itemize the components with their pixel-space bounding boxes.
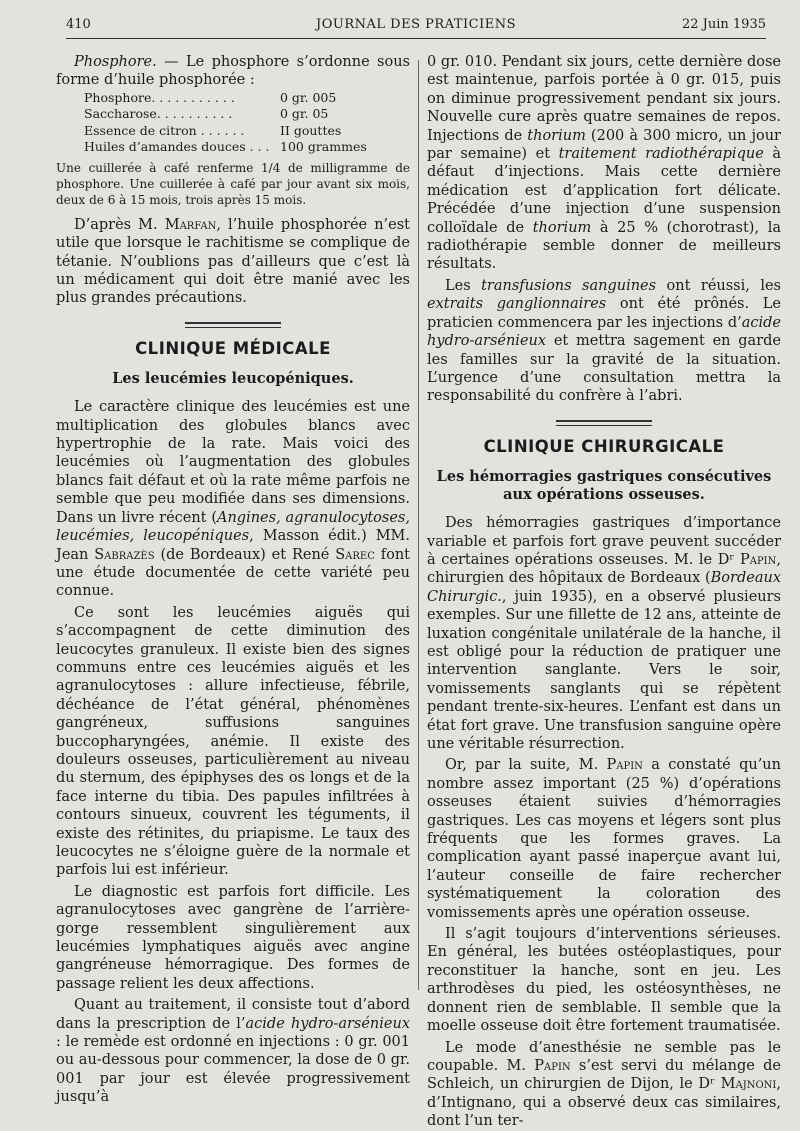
leucemies-paragraph-4: Quant au traitement, il consiste tout d’abord dans la prescription de l’acide hydro-arsénieux : le remède est ordonné en injections : 0 gr. 001 ou au-dessous pour commencer, la dose de 0 gr. 001 par jour est élevée progressivement jusqu’à [56, 997, 410, 1106]
article-title-leucemies: Les leucémies leucopéniques. [112, 370, 354, 388]
recipe-table [56, 90, 410, 156]
journal-title: JOURNAL DES PRATICIENS [316, 17, 516, 32]
leucemies-paragraph-3: Le diagnostic est parfois fort difficile. Les agranulocytoses avec gangrène de l’arrière-gorge ressemblent singulièrement aux leucémies lymphatiques aiguës avec angine gangréneuse hémorragique. Des formes de passage relient les deux affections. [56, 883, 410, 992]
page-header [66, 14, 766, 38]
leucemies-paragraph-2: Ce sont les leucémies aiguës qui s’accompagnent de cette diminution des leucocytes granuleux. Il existe bien des signes communs entre ces leucémies aiguës et les agranulocytoses : allure infectieuse, fébrile, déchéance de l’état général, phénomènes gangréneux, suffusions sanguines buccopharyngées, anémie. Il existe des douleurs osseuses, particulièrement au niveau du sternum, des épiphyses des os longs et de la face interne du tibia. Des papules infiltrées à contours sinueux, couvrent les téguments, il existe des rétinites, du priapisme. Le taux des leucocytes ne s’éloigne guère de la normale et parfois lui est inférieur. [56, 604, 410, 879]
recipe-row: Huiles d’amandes douces . . . 100 grammes [84, 139, 367, 155]
recipe-row: Saccharose. . . . . . . . . . 0 gr. 05 [84, 106, 329, 122]
recipe-row: Phosphore. . . . . . . . . . . 0 gr. 005 [84, 89, 337, 105]
section-rule [185, 322, 281, 328]
phosphore-lead: Phosphore. [74, 54, 157, 70]
transfusions-paragraph: Les transfusions sanguines ont réussi, les extraits ganglionnaires ont été prônés. Le praticien commencera par les injections d’acide hydro-arsénieux et mettra sagement en garde les familles sur la gravité de la situation. L’urgence d’une consultation mettra la responsabilité du confrère à l’abri. [427, 277, 781, 405]
header-rule [66, 38, 766, 39]
page-number: 410 [66, 17, 91, 32]
right-column [427, 53, 781, 1131]
hemorragies-paragraph-3: Il s’agit toujours d’interventions sérieuses. En général, les butées ostéoplastiques, pour reconstituer la hanche, sont en jeu. Les arthrodèses du pied, les ostéosynthèses, ne donnent rien de semblable. Il semble que la moelle osseuse doit être fortement traumatisée. [427, 926, 781, 1035]
article-title-hemorragies: Les hémorragies gastriques consécutives aux opérations osseuses. [436, 468, 772, 504]
issue-date: 22 Juin 1935 [681, 17, 766, 32]
recipe-note: Une cuillerée à café renferme 1/4 de milligramme de phosphore. Une cuillerée à café par jour avant six mois, deux de 6 à 15 mois, trois après 15 mois. [56, 160, 410, 207]
phosphore-intro: Phosphore. — Le phosphore s’ordonne sous forme d’huile phosphorée : [56, 54, 410, 89]
section-rule [556, 420, 652, 426]
treatment-continuation: 0 gr. 010. Pendant six jours, cette dernière dose est maintenue, parfois portée à 0 gr. 015, puis on diminue progressivement pendant six jours. Nouvelle cure après quatre semaines de repos. Injections de thorium (200 à 300 micro, un jour par semaine) et traitement radiothérapique à défaut d’injections. Mais cette dernière médication est d’application fort délicate. Précédée d’une injection d’une suspension colloïdale de thorium à 25 % (chorotrast), la radiothérapie semble donner de meilleurs résultats. [427, 54, 781, 273]
hemorragies-paragraph-2: Or, par la suite, M. Papin a constaté qu’un nombre assez important (25 %) d’opérations osseuses étaient suivies d’hémorragies gastriques. Les cas moyens et légers sont plus fréquents que les formes graves. La complication ayant passé inaperçue avant lui, l’auteur conseille de faire rechercher systématiquement la coloration des vomissements après une opération osseuse. [427, 757, 781, 921]
hemorragies-paragraph-1: Des hémorragies gastriques d’importance variable et parfois fort grave peuvent succéder à certaines opérations osseuses. M. le Dʳ Papin, chirurgien des hôpitaux de Bordeaux (Bordeaux Chirurgic., juin 1935), en a observé plusieurs exemples. Sur une fillette de 12 ans, atteinte de luxation congénitale unilatérale de la hanche, il est obligé pour la réduction de pratiquer une intervention sanglante. Vers le soir, vomissements sanglants qui se répètent pendant trente-six-heures. L’enfant est dans un état fort grave. Une transfusion sanguine opère une véritable résurrection. [427, 515, 781, 752]
left-column [56, 53, 410, 1107]
hemorragies-paragraph-4: Le mode d’anesthésie ne semble pas le coupable. M. Papin s’est servi du mélange de Schleich, un chirurgien de Dijon, le Dʳ Majnoni, d’Intignano, qui a observé deux cas similaires, dont l’un ter- [427, 1039, 781, 1130]
recipe-row: Essence de citron . . . . . . II gouttes [84, 122, 342, 138]
marfan-paragraph: D’après M. Marfan, l’huile phosphorée n’est utile que lorsque le rachitisme se complique de tétanie. N’oublions pas d’ailleurs que c’est là un médicament qui doit être manié avec les plus grandes précautions. [56, 216, 410, 307]
column-divider [418, 60, 419, 990]
leucemies-paragraph-1: Le caractère clinique des leucémies est une multiplication des globules blancs avec hypertrophie de la rate. Mais voici des leucémies où l’augmentation des globules blancs fait défaut et où la rate même parfois ne semble que peu modifiée dans ses dimensions. Dans un livre récent (Angines, agranulocytoses, leucémies, leucopéniques, Masson édit.) MM. Jean Sabrazès (de Bordeaux) et René Sarec font une étude documentée de cette variété peu connue. [56, 399, 410, 600]
section-title-medicale: CLINIQUE MÉDICALE [135, 338, 331, 358]
section-title-chirurgicale: CLINIQUE CHIRURGICALE [483, 436, 725, 456]
author-name: Marfan [164, 216, 217, 233]
